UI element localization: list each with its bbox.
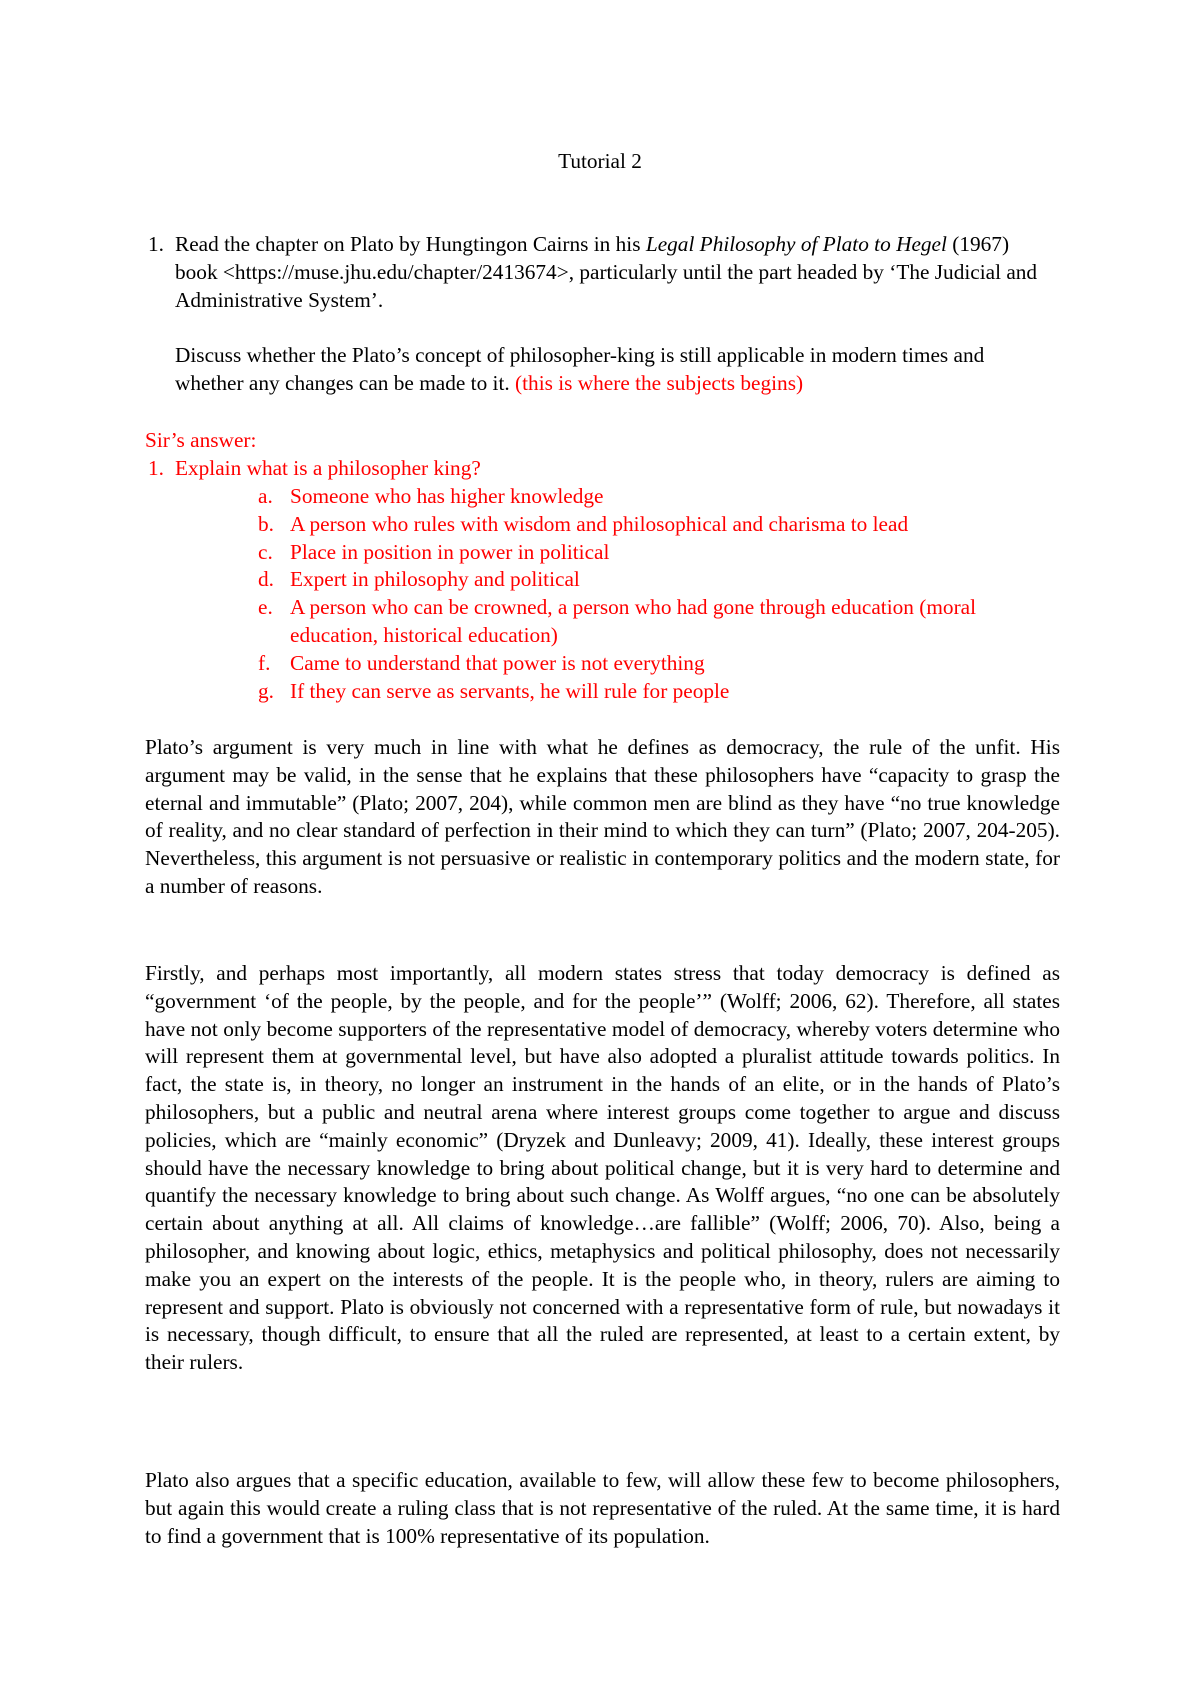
list-item-text: Place in position in power in political [290, 539, 610, 564]
list-item [258, 594, 1050, 650]
list-item-text: Someone who has higher knowledge [290, 484, 604, 508]
sir-answer-item [148, 455, 481, 483]
list-item [258, 566, 1050, 594]
question-text-before-title: Read the chapter on Plato by Hungtingon Cairns in his [175, 232, 646, 256]
list-item [258, 511, 1050, 539]
list-item-letter: f. [258, 650, 271, 675]
book-title: Legal Philosophy of Plato to Hegel [645, 232, 947, 256]
paragraph-education: Plato also argues that a specific education, available to few, will allow these few to become philosophers, but again this would create a ruling class that is not representative of the ruled. At the same time, it is hard to find a government that is 100% representative of its population. [145, 1468, 1060, 1548]
list-item-letter: g. [258, 678, 274, 703]
list-item [258, 650, 1050, 678]
discussion-prompt [175, 342, 1045, 398]
paragraph-modern-democracy: Firstly, and perhaps most importantly, all modern states stress that today democracy is defined as “government ‘of the people, by the people, and for the people’” (Wolff; 2006, 62). Therefore, all states have not only become supporters of the representative model of democracy, whereby voters determine who will represent them at governmental level, but have also adopted a pluralist attitude towards politics. In fact, the state is, in theory, no longer an instrument in the hands of an elite, or in the hands of Plato’s philosophers, but a public and neutral arena where interest groups come together to argue and discuss policies, which are “mainly economic” (Dryzek and Dunleavy; 2009, 41). Ideally, these interest groups should have the necessary knowledge to bring about political change, but it is very hard to determine and quantify the necessary knowledge to bring about such change. As Wolff argues, “no one can be absolutely certain about anything at all. All claims of knowledge…are fallible” (Wolff; 2006, 70). Also, being a philosopher, and knowing about logic, ethics, metaphysics and political philosophy, does not necessarily make you an expert on the interests of the people. It is the people who, in theory, rulers are aiming to represent and support. Plato is obviously not concerned with a representative form of rule, but nowadays it is necessary, though difficult, to ensure that all the ruled are represented, at least to a certain extent, by their rulers. [145, 961, 1060, 1375]
list-item-letter: e. [258, 595, 273, 620]
discussion-text: Discuss whether the Plato’s concept of philosopher-king is still applicable in modern times and whether any changes can be made to it. [175, 343, 985, 395]
list-item-text: Expert in philosophy and political [290, 567, 580, 592]
tutorial-question [148, 231, 1045, 398]
philosopher-king-definitions [258, 483, 1050, 705]
question-number: 1. [148, 232, 164, 256]
list-item-letter: c. [258, 539, 273, 564]
document-title: Tutorial 2 [558, 149, 642, 173]
list-item-letter: b. [258, 511, 274, 536]
discussion-note: (this is where the subjects begins) [515, 370, 804, 395]
question-text [175, 231, 1045, 314]
list-item-text: A person who can be crowned, a person who had gone through education (moral education, historical education) [290, 595, 977, 647]
list-item [258, 483, 1050, 511]
list-item-text: If they can serve as servants, he will rule for people [290, 678, 730, 703]
paragraph-plato-argument: Plato’s argument is very much in line with what he defines as democracy, the rule of the unfit. His argument may be valid, in the sense that he explains that these philosophers have “capacity to grasp the eternal and immutable” (Plato; 2007, 204), while common men are blind as they have “no true knowledge of reality, and no clear standard of perfection in their mind to which they can turn” (Plato; 2007, 204-205). Nevertheless, this argument is not persuasive or realistic in contemporary politics and the modern state, for a number of reasons. [145, 735, 1060, 898]
list-item-text: A person who rules with wisdom and philosophical and charisma to lead [290, 511, 909, 536]
list-item-letter: a. [258, 484, 273, 508]
list-item-letter: d. [258, 567, 274, 592]
sir-answer-item-number: 1. [148, 456, 164, 480]
sir-answer-item-text: Explain what is a philosopher king? [175, 456, 481, 480]
list-item [258, 539, 1050, 567]
question-text-after-title: (1967) book <https://muse.jhu.edu/chapter/2413674>, particularly until the part headed by ‘The Judicial and Administrative System’. [175, 232, 1038, 312]
sir-answer-label: Sir’s answer: [145, 428, 257, 452]
list-item-text: Came to understand that power is not everything [290, 650, 705, 675]
list-item [258, 678, 1050, 706]
